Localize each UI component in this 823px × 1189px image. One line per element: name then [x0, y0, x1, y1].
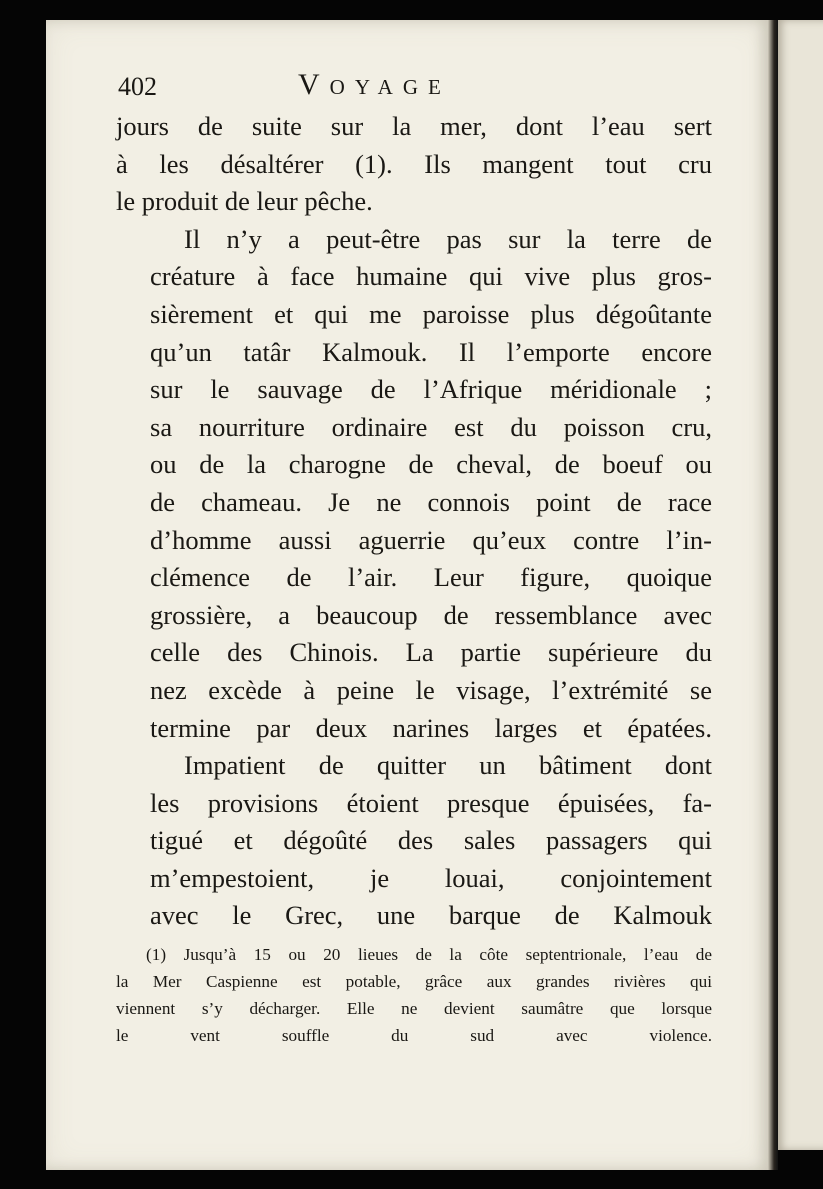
- book-gutter: [768, 20, 778, 1170]
- text-line: m’empestoient, je louai, conjointement: [150, 862, 712, 893]
- text-line: grossière, a beaucoup de ressemblance avec: [150, 599, 712, 630]
- footnote-line: (1) Jusqu’à 15 ou 20 lieues de la côte septentrionale, l’eau de: [146, 945, 712, 965]
- text-line: sur le sauvage de l’Afrique méridionale ;: [150, 374, 712, 405]
- text-line: jours de suite sur la mer, dont l’eau sert: [116, 111, 712, 141]
- text-line: créature à face humaine qui vive plus gros-: [150, 261, 712, 292]
- page-number: 402: [118, 72, 157, 101]
- text-line: le produit de leur pêche.: [116, 186, 373, 217]
- text-line: Impatient de quitter un bâtiment dont: [184, 750, 712, 781]
- text-line: tigué et dégoûté des sales passagers qui: [150, 825, 712, 856]
- page-header: [116, 62, 712, 108]
- paragraph-3: [116, 747, 712, 935]
- text-line: de chameau. Je ne connois point de race: [150, 486, 712, 517]
- footnote-line: le vent souffle du sud avec violence.: [116, 1026, 712, 1046]
- text-line: à les désaltérer (1). Ils mangent tout cru: [116, 148, 712, 179]
- page-text: [116, 62, 712, 1049]
- footnote: [116, 941, 712, 1049]
- running-title: Voyage: [298, 68, 451, 101]
- text-line: celle des Chinois. La partie supérieure du: [150, 637, 712, 668]
- text-line: nez excède à peine le visage, l’extrémité se: [150, 674, 712, 705]
- body-text: [116, 108, 712, 935]
- text-line: ou de la charogne de cheval, de boeuf ou: [150, 449, 712, 480]
- text-line: Il n’y a peut-être pas sur la terre de: [184, 223, 712, 254]
- text-line: sa nourriture ordinaire est du poisson cru,: [150, 411, 712, 442]
- text-line: termine par deux narines larges et épatées.: [150, 712, 712, 743]
- next-page-edge: [778, 20, 823, 1150]
- text-line: sièrement et qui me paroisse plus dégoûtante: [150, 298, 712, 329]
- paragraph-1: [116, 108, 712, 221]
- text-line: avec le Grec, une barque de Kalmouk: [150, 900, 712, 931]
- footnote-line: la Mer Caspienne est potable, grâce aux grandes rivières qui: [116, 972, 712, 992]
- text-line: les provisions étoient presque épuisées, fa-: [150, 787, 712, 818]
- footnote-line: viennent s’y décharger. Elle ne devient saumâtre que lorsque: [116, 999, 712, 1019]
- text-line: d’homme aussi aguerrie qu’eux contre l’in-: [150, 524, 712, 555]
- text-line: qu’un tatâr Kalmouk. Il l’emporte encore: [150, 336, 712, 367]
- text-line: clémence de l’air. Leur figure, quoique: [150, 562, 712, 593]
- paragraph-2: [116, 221, 712, 747]
